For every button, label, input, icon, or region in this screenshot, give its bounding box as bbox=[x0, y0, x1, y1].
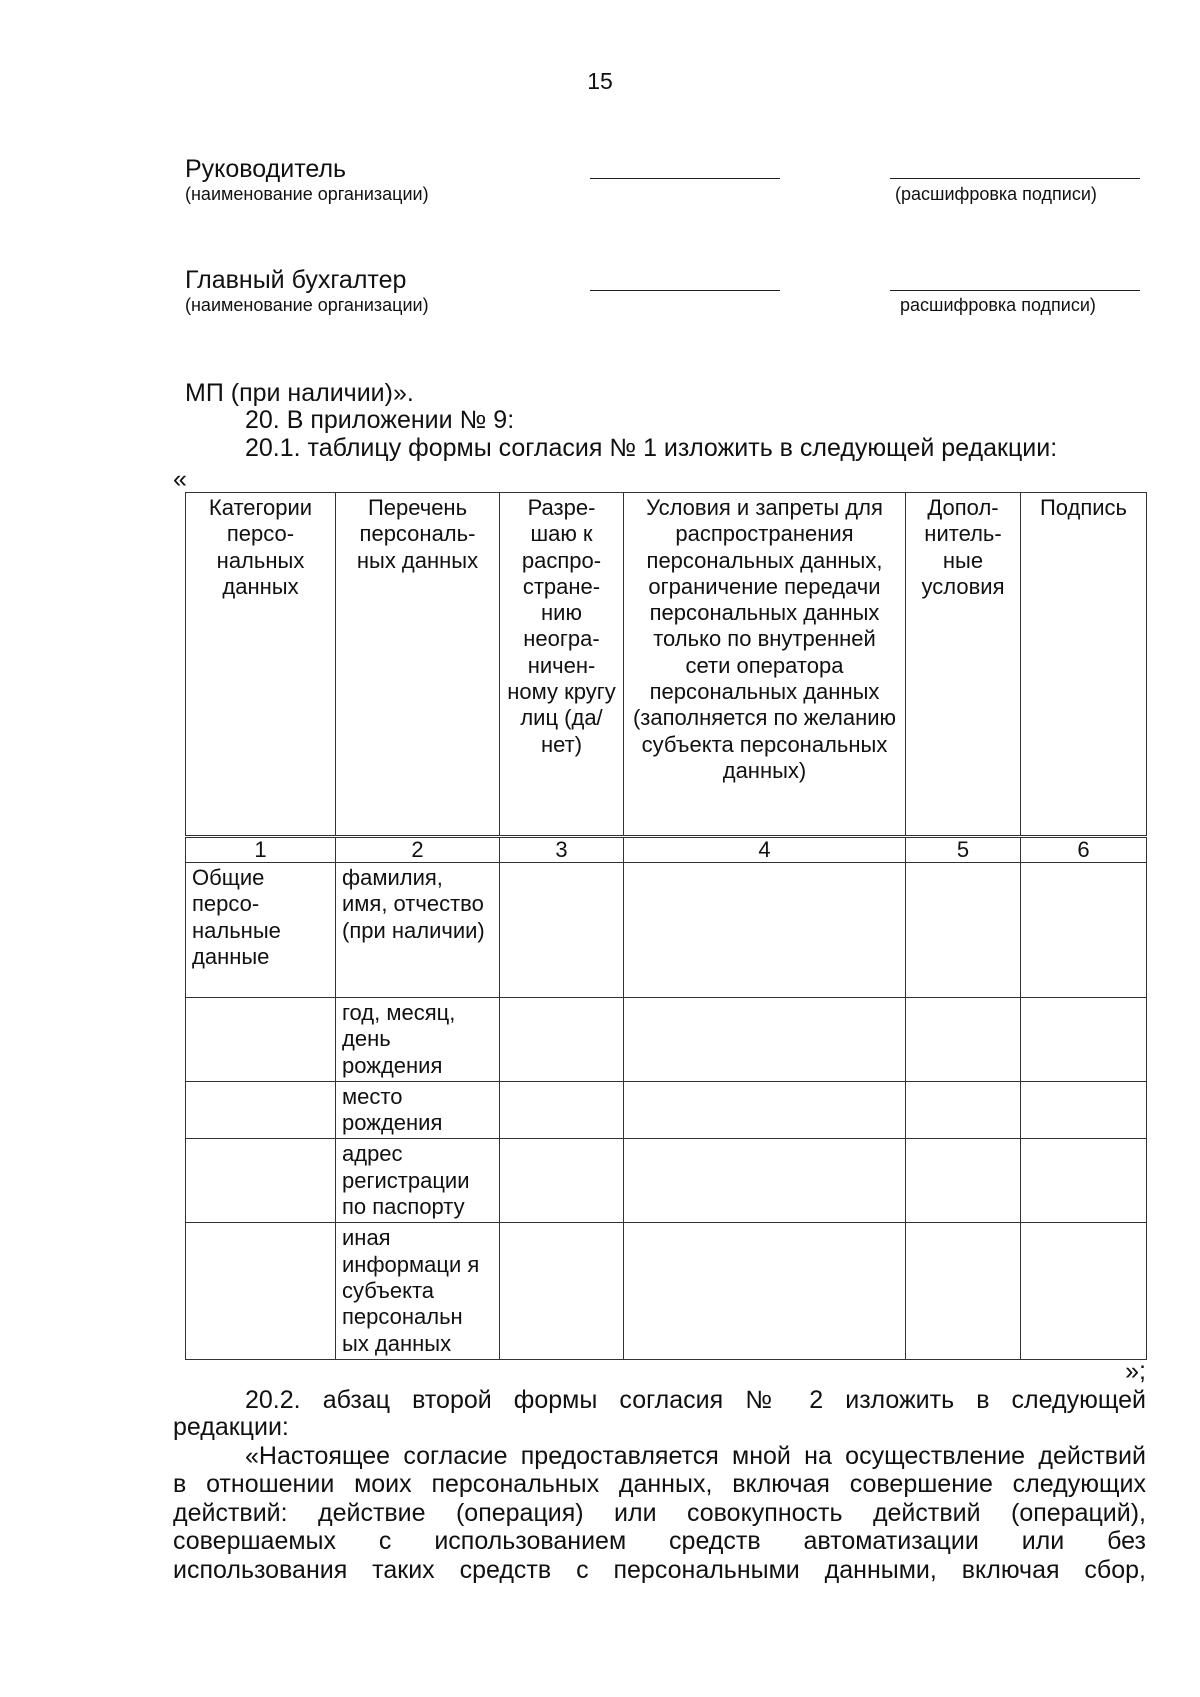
table-header-row bbox=[186, 493, 1147, 837]
additional-cell[interactable] bbox=[906, 998, 1021, 1082]
category-cell bbox=[186, 1139, 336, 1223]
data-item-cell: адрес регистрации по паспорту bbox=[336, 1139, 500, 1223]
column-number: 6 bbox=[1021, 837, 1147, 863]
column-number: 4 bbox=[624, 837, 906, 863]
decoding-line-accountant bbox=[890, 290, 1140, 291]
decoding-caption-accountant: расшифровка подписи) bbox=[900, 295, 1096, 315]
additional-cell[interactable] bbox=[906, 1223, 1021, 1359]
permission-cell[interactable] bbox=[500, 863, 624, 998]
additional-cell[interactable] bbox=[906, 1139, 1021, 1223]
decoding-line-director bbox=[890, 178, 1140, 179]
quote-line-3: действий: действие (операция) или совокупность действий (операций), bbox=[173, 1499, 1146, 1527]
header-data-list: Перечень персональ-ных данных bbox=[336, 493, 500, 837]
signature-cell[interactable] bbox=[1021, 998, 1147, 1082]
header-permission: Разре-шаю к распро-стране-нию неогра-ничен-ному кругу лиц (да/нет) bbox=[500, 493, 624, 837]
permission-cell[interactable] bbox=[500, 998, 624, 1082]
page-number: 15 bbox=[587, 68, 613, 94]
permission-cell[interactable] bbox=[500, 1139, 624, 1223]
data-item-cell: место рождения bbox=[336, 1081, 500, 1139]
data-item-cell: год, месяц, день рождения bbox=[336, 998, 500, 1082]
signature-cell[interactable] bbox=[1021, 863, 1147, 998]
conditions-cell[interactable] bbox=[624, 1223, 906, 1359]
table-row bbox=[186, 1223, 1147, 1359]
column-number: 1 bbox=[186, 837, 336, 863]
table-row bbox=[186, 863, 1147, 998]
column-number: 3 bbox=[500, 837, 624, 863]
category-cell bbox=[186, 1081, 336, 1139]
category-cell: Общие персо-нальные данные bbox=[186, 863, 336, 998]
quote-line-1: «Настоящее согласие предоставляется мной на осуществление действий bbox=[245, 1442, 1146, 1470]
signature-line-director bbox=[590, 178, 780, 179]
header-category: Категории персо-нальных данных bbox=[186, 493, 336, 837]
open-quote: « bbox=[173, 465, 187, 493]
permission-cell[interactable] bbox=[500, 1223, 624, 1359]
permission-cell[interactable] bbox=[500, 1081, 624, 1139]
signature-org-caption-accountant: (наименование организации) bbox=[185, 295, 429, 315]
quote-line-4: совершаемых с использованием средств автоматизации или без bbox=[173, 1527, 1146, 1555]
close-quote: »; bbox=[1125, 1357, 1146, 1385]
item-20-2-line-1: 20.2. абзац второй формы согласия № 2 изложить в следующей bbox=[245, 1386, 1146, 1414]
decoding-caption-director: (расшифровка подписи) bbox=[895, 184, 1097, 204]
signature-org-caption-director: (наименование организации) bbox=[185, 184, 429, 204]
conditions-cell[interactable] bbox=[624, 1139, 906, 1223]
table-row bbox=[186, 998, 1147, 1082]
conditions-cell[interactable] bbox=[624, 1081, 906, 1139]
column-number-row bbox=[186, 837, 1147, 863]
item-20-2-line-2: редакции: bbox=[173, 1413, 289, 1441]
table-row bbox=[186, 1081, 1147, 1139]
header-additional: Допол-нитель-ные условия bbox=[906, 493, 1021, 837]
quote-line-2: в отношении моих персональных данных, включая совершение следующих bbox=[173, 1470, 1146, 1498]
item-20-1: 20.1. таблицу формы согласия № 1 изложить в следующей редакции: bbox=[245, 434, 1058, 462]
table-row bbox=[186, 1139, 1147, 1223]
conditions-cell[interactable] bbox=[624, 998, 906, 1082]
column-number: 2 bbox=[336, 837, 500, 863]
consent-table bbox=[185, 492, 1147, 1360]
signature-cell[interactable] bbox=[1021, 1139, 1147, 1223]
column-number: 5 bbox=[906, 837, 1021, 863]
additional-cell[interactable] bbox=[906, 863, 1021, 998]
conditions-cell[interactable] bbox=[624, 863, 906, 998]
signature-title-director: Руководитель bbox=[185, 155, 347, 183]
quote-line-5: использования таких средств с персональными данными, включая сбор, bbox=[173, 1556, 1146, 1584]
signature-line-accountant bbox=[590, 290, 780, 291]
category-cell bbox=[186, 1223, 336, 1359]
data-item-cell: иная информаци я субъекта персональн ых данных bbox=[336, 1223, 500, 1359]
header-signature: Подпись bbox=[1021, 493, 1147, 837]
signature-title-accountant: Главный бухгалтер bbox=[185, 266, 407, 294]
item-20: 20. В приложении № 9: bbox=[245, 406, 515, 434]
header-conditions: Условия и запреты для распространения персональных данных, ограничение передачи персональных данных только по внутренней сети оператора персональных данных (заполняется по желанию субъекта персональных данных) bbox=[624, 493, 906, 837]
category-cell bbox=[186, 998, 336, 1082]
stamp-line: МП (при наличии)». bbox=[185, 379, 414, 407]
data-item-cell: фамилия, имя, отчество (при наличии) bbox=[336, 863, 500, 998]
additional-cell[interactable] bbox=[906, 1081, 1021, 1139]
signature-cell[interactable] bbox=[1021, 1081, 1147, 1139]
signature-cell[interactable] bbox=[1021, 1223, 1147, 1359]
